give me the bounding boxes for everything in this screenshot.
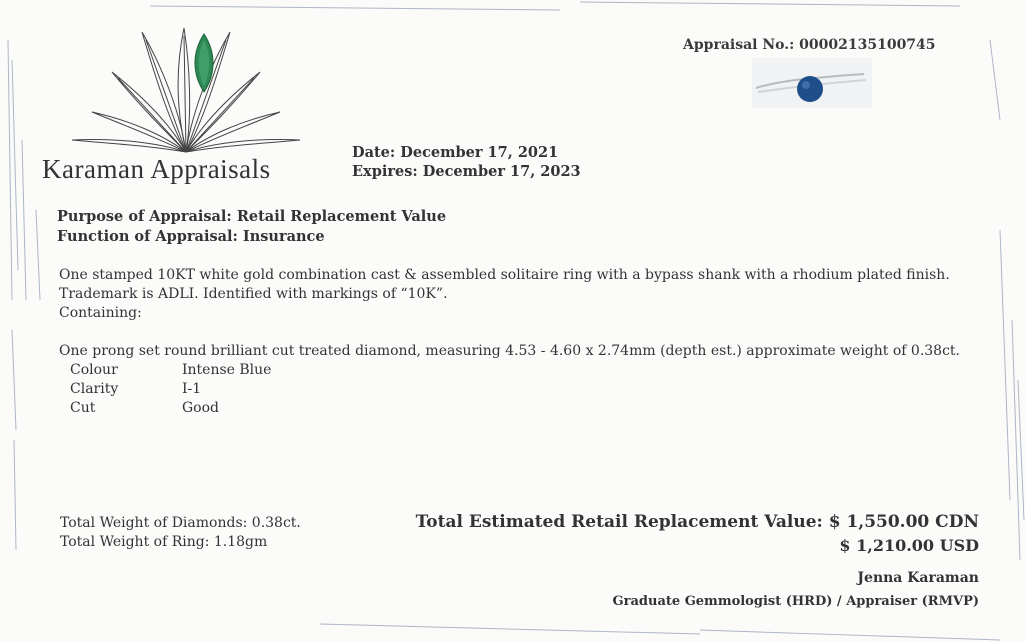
stone-summary: One prong set round brilliant cut treated diamond, measuring 4.53 - 4.60 x 2.74mm (depth est.) approximate weight of 0.38ct. bbox=[59, 343, 961, 359]
spec-label: Clarity bbox=[70, 381, 119, 397]
purpose-of-appraisal: Purpose of Appraisal: Retail Replacement Value bbox=[57, 208, 447, 225]
ring-photo bbox=[752, 58, 872, 108]
signer-title: Graduate Gemmologist (HRD) / Appraiser (RMVP) bbox=[612, 594, 979, 609]
spec-row-cut bbox=[59, 399, 960, 418]
spec-value: Good bbox=[182, 400, 220, 416]
function-of-appraisal: Function of Appraisal: Insurance bbox=[57, 228, 325, 245]
ring-description bbox=[59, 266, 950, 323]
description-line: Containing: bbox=[59, 305, 142, 321]
signer-name: Jenna Karaman bbox=[857, 570, 979, 586]
appraisal-date: Date: December 17, 2021 bbox=[352, 144, 559, 161]
spec-value: Intense Blue bbox=[182, 362, 272, 378]
purpose-block bbox=[57, 207, 446, 247]
total-weight-ring: Total Weight of Ring: 1.18gm bbox=[60, 534, 268, 550]
expiry-date: Expires: December 17, 2023 bbox=[352, 163, 581, 180]
logo-leaves-icon bbox=[66, 26, 306, 156]
spec-label: Cut bbox=[70, 400, 96, 416]
spec-row-clarity bbox=[59, 380, 960, 399]
dates-block bbox=[352, 143, 581, 181]
replacement-value bbox=[416, 510, 979, 558]
spec-value: I-1 bbox=[182, 381, 202, 397]
description-line: One stamped 10KT white gold combination cast & assembled solitaire ring with a bypass shank with a rhodium plated finish. bbox=[59, 267, 950, 283]
stone-details bbox=[59, 342, 960, 418]
weight-totals bbox=[60, 514, 301, 552]
appraisal-number: Appraisal No.: 00002135100745 bbox=[683, 37, 936, 53]
value-cdn: Total Estimated Retail Replacement Value: $ 1,550.00 CDN bbox=[415, 512, 979, 532]
company-name: Karaman Appraisals bbox=[42, 154, 271, 184]
spec-row-colour bbox=[59, 361, 960, 380]
company-logo bbox=[40, 26, 330, 186]
total-weight-diamonds: Total Weight of Diamonds: 0.38ct. bbox=[60, 515, 301, 531]
value-usd: $ 1,210.00 USD bbox=[839, 536, 979, 555]
spec-label: Colour bbox=[70, 362, 118, 378]
signature-block bbox=[613, 568, 979, 613]
description-line: Trademark is ADLI. Identified with markings of “10K”. bbox=[59, 286, 448, 302]
